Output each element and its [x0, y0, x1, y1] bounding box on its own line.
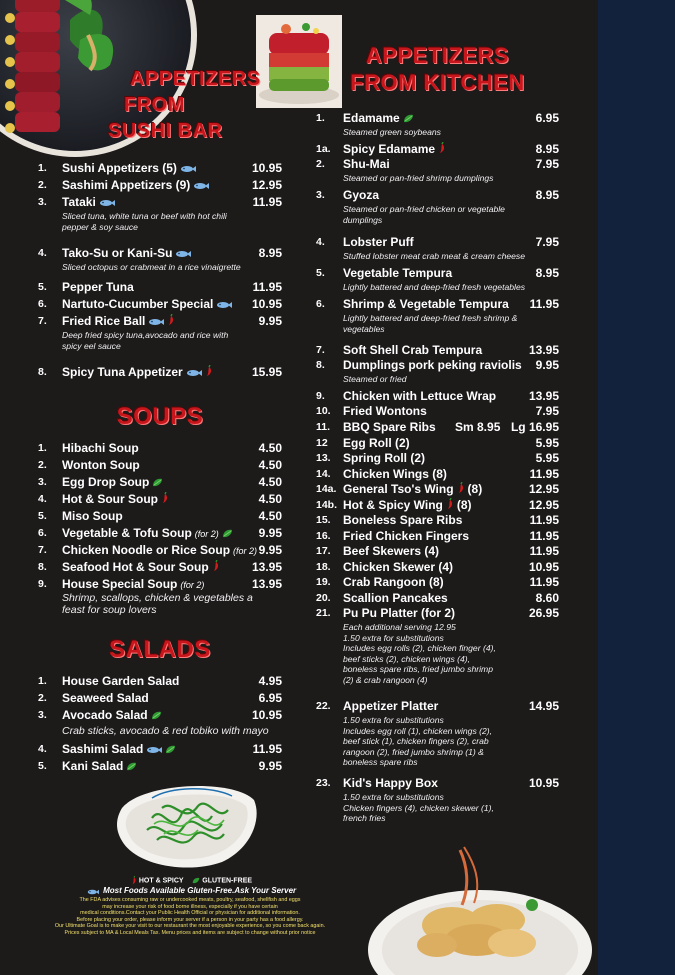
item-name [343, 529, 469, 543]
item-name-text: Lobster Puff [343, 235, 414, 249]
legend-hot-spicy: HOT & SPICY [138, 877, 184, 885]
item-name [62, 475, 163, 490]
item-number: 22. [316, 700, 331, 712]
item-price: 9.95 [535, 358, 559, 372]
item-number: 3. [38, 476, 47, 488]
item-name [343, 436, 410, 450]
item-name [343, 358, 522, 372]
item-name-text: Dumplings pork peking raviolis [343, 358, 522, 372]
item-name [343, 575, 444, 589]
item-description: Deep fried spicy tuna,avocado and rice with spicy eel sauce [62, 330, 229, 351]
item-price: 13.95 [251, 560, 282, 574]
item-price: 6.95 [258, 691, 282, 705]
item-price: 11.95 [529, 467, 559, 481]
item-price: 10.95 [251, 708, 282, 722]
item-name [343, 142, 446, 157]
item-number: 16. [316, 530, 331, 542]
item-name-text: Hot & Spicy Wing [343, 498, 443, 512]
item-name [343, 297, 509, 311]
item-price: 15.95 [251, 365, 282, 379]
item-name [62, 526, 233, 541]
item-number: 4. [316, 236, 325, 248]
item-name-text: Sushi Appetizers (5) [62, 161, 177, 175]
item-name-text: Beef Skewers (4) [343, 544, 440, 558]
item-name [62, 458, 140, 472]
item-price: 5.95 [535, 451, 559, 465]
item-name [62, 492, 169, 507]
item-price: 9.95 [258, 526, 282, 540]
item-price: 12.95 [528, 498, 559, 512]
item-name-text: Shu-Mai [343, 157, 390, 171]
item-name [62, 246, 191, 261]
item-description: 1.50 extra for substitutions Chicken fingers (4), chicken skewer (1), french fries [343, 792, 494, 823]
item-number: 7. [316, 344, 325, 356]
item-name [343, 235, 414, 249]
item-price: 11.95 [252, 195, 282, 209]
item-name-text: House Garden Salad [62, 674, 180, 688]
pepper-icon [457, 482, 465, 497]
item-number: 4. [38, 247, 47, 259]
item-price: 10.95 [251, 161, 282, 175]
item-number: 14. [316, 468, 331, 480]
item-name [343, 157, 390, 171]
leaf-icon [152, 476, 163, 490]
item-price: 11.95 [529, 297, 559, 311]
item-description: Lightly battered and deep-fried fresh shrimp & vegetables [343, 313, 518, 334]
item-price: 11.95 [529, 529, 559, 543]
item-serving-note: (for 2) [180, 580, 205, 590]
item-description: Sliced tuna, white tuna or beef with hot chili pepper & soy sauce [62, 211, 227, 232]
item-name-text: Appetizer Platter [343, 699, 439, 713]
item-name [62, 543, 257, 557]
item-name-text: Gyoza [343, 188, 380, 202]
item-description: Steamed or pan-fried shrimp dumplings [343, 173, 494, 183]
item-name-text: Tataki [62, 195, 96, 209]
item-name-text: Vegetable & Tofu Soup [62, 526, 192, 540]
item-number: 4. [38, 743, 47, 755]
pepper-icon [438, 142, 446, 157]
item-count: (8) [456, 498, 472, 512]
kitchen-title [350, 42, 525, 96]
item-name [62, 759, 137, 774]
item-number: 5. [38, 760, 47, 772]
item-name-text: Soft Shell Crab Tempura [343, 343, 483, 357]
item-name-text: House Special Soup [62, 577, 178, 591]
item-price: 12.95 [528, 482, 559, 496]
item-number: 12 [316, 437, 328, 449]
item-name-text: Kani Salad [62, 759, 124, 773]
item-name-text: Kid's Happy Box [343, 776, 438, 790]
item-number: 13. [316, 452, 331, 464]
leaf-icon [165, 743, 176, 757]
side-stripe [598, 0, 675, 975]
fish-icon [180, 162, 196, 176]
disclaimer-line: Our Ultimate Goal is to make your visit to our restaurant the most enjoyable experience, so you come back again. [54, 923, 326, 930]
item-number: 5. [316, 267, 325, 279]
item-serving-note: (for 2) [233, 546, 258, 556]
item-number: 7. [38, 315, 47, 327]
item-name [343, 266, 452, 280]
disclaimer-line: The FDA advises consuming raw or undercooked meats, poultry, seafood, shellfish and eggs [79, 897, 301, 903]
item-number: 21. [316, 607, 331, 619]
item-name-text: Crab Rangoon (8) [343, 575, 444, 589]
item-name-text: Egg Drop Soup [62, 475, 150, 489]
item-number: 1a. [316, 143, 331, 155]
seaweed-salad-photo [112, 778, 262, 870]
disclaimer-line: medical conditions.Contact your Public Health Official or physician for additional information. [80, 910, 300, 917]
item-number: 20. [316, 592, 331, 604]
item-number: 2. [316, 158, 325, 170]
item-description: Steamed or pan-fried chicken or vegetable dumplings [343, 204, 505, 225]
item-name [62, 314, 175, 329]
item-name-text: Chicken with Lettuce Wrap [343, 389, 497, 403]
item-price: 8.60 [535, 591, 559, 605]
item-name-text: Chicken Noodle or Rice Soup [62, 543, 231, 557]
item-name [343, 544, 439, 558]
item-number: 10. [316, 405, 331, 417]
leaf-icon [151, 709, 162, 723]
item-number: 8. [38, 561, 47, 573]
item-number: 11. [316, 421, 331, 433]
item-price: 4.50 [258, 441, 282, 455]
item-name-text: Fried Wontons [343, 404, 427, 418]
item-price: 7.95 [535, 157, 559, 171]
item-name [343, 111, 414, 126]
item-name [343, 467, 447, 481]
item-name [343, 699, 438, 713]
item-number: 5. [38, 281, 47, 293]
fish-icon [99, 196, 115, 210]
item-description: Steamed green soybeans [343, 127, 441, 137]
item-number: 19. [316, 576, 331, 588]
item-description: Shrimp, scallops, chicken & vegetables a feast for soup lovers [62, 592, 253, 616]
leaf-icon [192, 877, 200, 884]
item-name [343, 451, 425, 465]
item-name [62, 509, 123, 523]
salads-title: SALADS [109, 636, 211, 663]
item-number: 1. [316, 112, 325, 124]
item-price: 13.95 [528, 343, 559, 357]
tempura-photo [362, 845, 598, 975]
item-price: 9.95 [258, 314, 282, 328]
item-price: 4.95 [258, 674, 282, 688]
item-name [62, 560, 220, 575]
icon-legend [120, 876, 260, 885]
item-number: 6. [38, 298, 47, 310]
item-number: 2. [38, 459, 47, 471]
item-name-text: Sashimi Salad [62, 742, 144, 756]
item-number: 6. [38, 527, 47, 539]
item-price: 10.95 [251, 297, 282, 311]
item-name-text: Tako-Su or Kani-Su [62, 246, 173, 260]
item-number: 17. [316, 545, 331, 557]
item-number: 9. [316, 390, 325, 402]
item-name-text: Spring Roll (2) [343, 451, 425, 465]
item-price: 13.95 [251, 577, 282, 591]
item-name-text: Pepper Tuna [62, 280, 134, 294]
item-number: 1. [38, 675, 47, 687]
item-name-text: Pu Pu Platter (for 2) [343, 606, 456, 620]
tuna-tartare-photo [256, 15, 342, 108]
item-name-text: BBQ Spare Ribs [343, 420, 436, 434]
item-name-text: Nartuto-Cucumber Special [62, 297, 214, 311]
item-name-text: Fried Chicken Fingers [343, 529, 470, 543]
item-name [343, 404, 427, 418]
item-name-text: Vegetable Tempura [343, 266, 453, 280]
item-price: 4.50 [258, 509, 282, 523]
item-name [343, 420, 436, 434]
fish-icon [216, 298, 232, 312]
item-price: 9.95 [258, 759, 282, 773]
item-name-text: Shrimp & Vegetable Tempura [343, 297, 509, 311]
item-number: 2. [38, 692, 47, 704]
item-name-text: Wonton Soup [62, 458, 140, 472]
leaf-icon [403, 112, 414, 126]
item-price: 6.95 [535, 111, 559, 125]
pepper-icon [446, 498, 454, 513]
item-number: 14a. [316, 483, 337, 495]
item-name [343, 606, 455, 620]
fish-icon [148, 315, 164, 329]
soups-title: SOUPS [116, 403, 204, 430]
leaf-icon [126, 760, 137, 774]
item-number: 8. [38, 366, 47, 378]
item-price: Lg 16.95 [510, 420, 559, 434]
item-name [343, 498, 472, 513]
item-price: 4.50 [258, 475, 282, 489]
item-name-text: Scallion Pancakes [343, 591, 448, 605]
item-price: 13.95 [528, 389, 559, 403]
sushi-bar-title-line-3: SUSHI BAR [108, 120, 223, 142]
item-name-text: Spicy Tuna Appetizer [62, 365, 183, 379]
item-price: 14.95 [528, 699, 559, 713]
pepper-icon [131, 876, 137, 885]
item-description: Lightly battered and deep-fried fresh vegetables [343, 282, 526, 292]
item-price: 11.95 [252, 742, 282, 756]
item-name [343, 513, 462, 527]
item-price: 26.95 [528, 606, 559, 620]
disclaimer-line: Prices subject to MA & Local Meals Tax. Menu prices and items are subject to change without prior notice [64, 929, 316, 936]
item-number: 9. [38, 578, 47, 590]
item-name [62, 708, 162, 723]
item-description: Each additional serving 12.95 1.50 extra for substitutions Includes egg rolls (2), chicken finger (4), beef sticks (2), chicken wings (4), boneless spare ribs, fried jumbo shrimp (2) & crab rangoon (4) [343, 622, 496, 685]
fish-icon [87, 888, 99, 894]
item-number: 5. [38, 510, 47, 522]
item-price-small: Sm 8.95 [455, 420, 501, 434]
item-name [343, 482, 482, 497]
item-price: 8.95 [535, 188, 559, 202]
disclaimer [20, 897, 360, 937]
item-description: Sliced octopus or crabmeat in a rice vinaigrette [62, 262, 241, 272]
item-price: 10.95 [528, 560, 559, 574]
item-number: 8. [316, 359, 325, 371]
item-price: 9.95 [258, 543, 282, 557]
legend-gluten-free: GLUTEN-FREE [202, 877, 253, 885]
item-name [343, 560, 453, 574]
item-number: 23. [316, 777, 331, 789]
item-name-text: Seaweed Salad [62, 691, 149, 705]
kitchen-title-line-2: FROM KITCHEN [350, 70, 525, 95]
leaf-icon [222, 527, 233, 541]
item-name [62, 195, 115, 210]
item-name-text: Miso Soup [62, 509, 123, 523]
pepper-icon [167, 314, 175, 329]
item-price: 12.95 [251, 178, 282, 192]
item-name-text: Hot & Sour Soup [62, 492, 158, 506]
item-name [62, 441, 139, 455]
item-number: 3. [38, 709, 47, 721]
item-serving-note: (for 2) [194, 529, 219, 539]
pepper-icon [212, 560, 220, 575]
item-price: 11.95 [529, 544, 559, 558]
item-description: Crab sticks, avocado & red tobiko with mayo [62, 725, 269, 737]
item-name [343, 776, 438, 790]
item-name-text: Spicy Edamame [343, 142, 436, 156]
item-name [343, 591, 448, 605]
sushi-bar-title-line-2: FROM [124, 94, 185, 116]
item-name [343, 343, 482, 357]
item-name-text: Chicken Wings (8) [343, 467, 447, 481]
item-name-text: Avocado Salad [62, 708, 148, 722]
item-number: 1. [38, 442, 47, 454]
item-name-text: Sashimi Appetizers (9) [62, 178, 191, 192]
item-name [62, 178, 209, 193]
item-name-text: Boneless Spare Ribs [343, 513, 463, 527]
item-price: 10.95 [528, 776, 559, 790]
item-name [62, 280, 134, 294]
item-name-text: Edamame [343, 111, 400, 125]
item-price: 11.95 [529, 513, 559, 527]
sushi-bar-title [100, 66, 261, 144]
item-price: 5.95 [535, 436, 559, 450]
item-name [62, 161, 196, 176]
gluten-note [70, 886, 310, 895]
item-name-text: Fried Rice Ball [62, 314, 146, 328]
item-number: 3. [316, 189, 325, 201]
fish-icon [186, 366, 202, 380]
item-number: 14b. [316, 499, 338, 511]
item-name-text: Chicken Skewer (4) [343, 560, 454, 574]
sushi-bar-title-line-1: APPETIZERS [130, 68, 261, 90]
disclaimer-line: Before placing your order, please inform your server if a person in your party has a food allergy. [76, 916, 304, 923]
item-name [62, 577, 204, 591]
item-number: 1. [38, 162, 47, 174]
item-name-text: Seafood Hot & Sour Soup [62, 560, 209, 574]
item-name [343, 389, 496, 403]
item-price: 11.95 [529, 575, 559, 589]
item-number: 2. [38, 179, 47, 191]
pepper-icon [161, 492, 169, 507]
item-description: Stuffed lobster meat crab meat & cream cheese [343, 251, 525, 261]
item-price: 7.95 [535, 404, 559, 418]
item-number: 7. [38, 544, 47, 556]
item-price: 8.95 [535, 266, 559, 280]
gluten-note-text: Most Foods Available Gluten-Free.Ask Your Server [103, 886, 297, 895]
item-number: 6. [316, 298, 325, 310]
disclaimer-line: may increase your risk of food borne illness, especially if you have certain [102, 903, 278, 910]
fish-icon [175, 247, 191, 261]
item-price: 8.95 [258, 246, 282, 260]
item-name-text: General Tso's Wing [343, 482, 454, 496]
item-description: 1.50 extra for substitutions Includes egg roll (1), chicken wings (2), beef stick (1), chicken fingers (2), crab rangoon (2), fried jumbo shrimp (1) & boneless spare ribs [343, 715, 493, 767]
item-name-text: Hibachi Soup [62, 441, 139, 455]
item-price: 4.50 [258, 458, 282, 472]
item-price: 11.95 [252, 280, 282, 294]
item-name [62, 297, 232, 312]
item-name [62, 674, 179, 688]
item-price: 7.95 [535, 235, 559, 249]
pepper-icon [205, 365, 213, 380]
item-name [343, 188, 379, 202]
item-description: Steamed or fried [343, 374, 407, 384]
item-name-text: Egg Roll (2) [343, 436, 410, 450]
item-number: 4. [38, 493, 47, 505]
item-number: 15. [316, 514, 331, 526]
item-price: 4.50 [258, 492, 282, 506]
kitchen-title-line-1: APPETIZERS [365, 43, 510, 68]
fish-icon [193, 179, 209, 193]
item-count: (8) [467, 482, 483, 496]
item-name [62, 691, 149, 705]
item-number: 3. [38, 196, 47, 208]
item-name [62, 742, 176, 757]
item-name [62, 365, 213, 380]
item-price: 8.95 [535, 142, 559, 156]
item-number: 18. [316, 561, 331, 573]
fish-icon [146, 743, 162, 757]
